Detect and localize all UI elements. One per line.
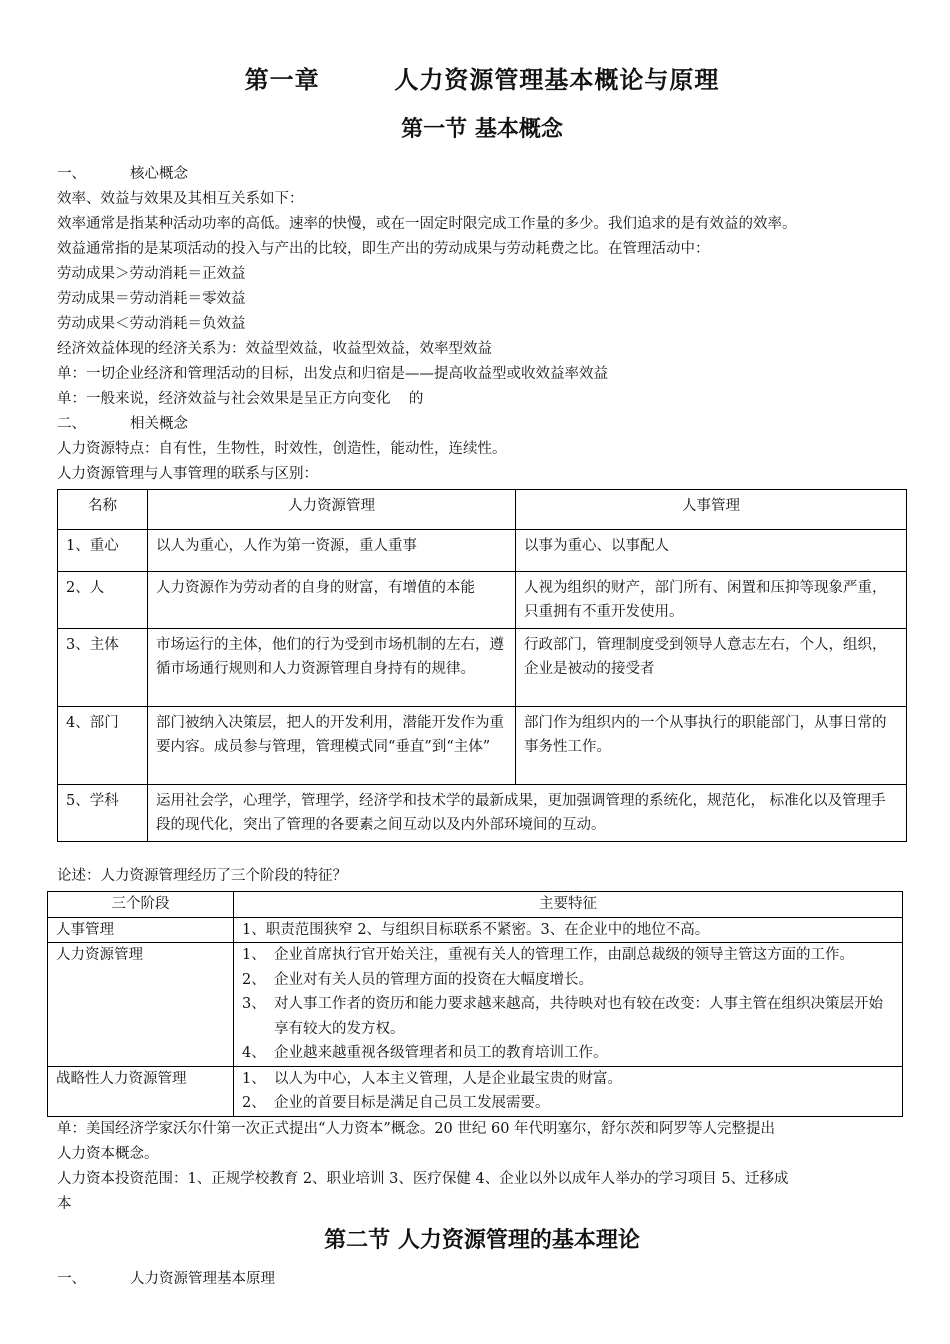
part1-heading-text: 核心概念 [130,166,188,182]
part1-heading-num: 一、 [57,166,86,182]
table-row [58,572,907,629]
table-cell-features: 1、职责范围狭窄 2、与组织目标联系不紧密。3、在企业中的地位不高。 [234,917,903,943]
table-cell-stage: 人事管理 [48,917,234,943]
table-cell-name: 3、主体 [58,629,148,707]
document-page [57,0,907,1292]
list-item [242,992,894,1041]
table-header-cell: 三个阶段 [48,892,234,918]
table-cell-hrm: 人力资源作为劳动者的自身的财富，有增值的本能 [148,572,516,629]
paragraph-line: 人力资本概念。 [57,1145,159,1162]
paragraph-line: 效益通常指的是某项活动的投入与产出的比较，即生产出的劳动成果与劳动耗费之比。在管理活动中： [57,241,710,257]
part3-heading-num: 一、 [57,1270,86,1287]
table-cell-stage: 人力资源管理 [48,943,234,1067]
table-cell-pm: 以事为重心、以事配人 [516,530,907,572]
list-item-text: 对人事工作者的资历和能力要求越来越高，共待映对也有较在改变：人事主管在组织决策层开始享有较大的发方权。 [274,996,883,1037]
list-item [242,943,894,968]
list-item-text: 企业首席执行官开始关注，重视有关人的管理工作，由副总裁级的领导主管这方面的工作。 [274,947,854,963]
table-cell-merged: 运用社会学，心理学，管理学，经济学和技术学的最新成果，更加强调管理的系统化，规范化， 标准化以及管理手段的现代化，突出了管理的各要素之间互动以及内外部环境间的互动。 [148,785,907,842]
table-header-cell: 主要特征 [234,892,903,918]
paragraph-line: 单：一切企业经济和管理活动的目标，出发点和归宿是——提高收益型或收效益率效益 [57,366,608,382]
chapter-title: 第一章 人力资源管理基本概论与原理 [244,65,720,94]
part1-heading [57,162,907,187]
part2-heading-text: 相关概念 [130,416,188,432]
part2-heading-num: 二、 [57,416,86,432]
paragraph-line: 劳动成果＜劳动消耗＝负效益 [57,316,246,332]
list-item [242,1091,894,1116]
section-title-1: 第一节 基本概念 [401,116,563,142]
table-row [48,1066,903,1116]
paragraph-line: 本 [57,1195,72,1212]
table-row [58,785,907,842]
list-item-text: 企业的首要目标是满足自己员工发展需要。 [274,1095,550,1111]
comparison-table [57,489,907,842]
list-item-num: 4、 [242,1045,266,1061]
paragraph-line: 人力资本投资范围：1、正规学校教育 2、职业培训 3、医疗保健 4、企业以外以成年人举办的学习项目 5、迁移成 [57,1170,789,1187]
table-cell-hrm: 市场运行的主体，他们的行为受到市场机制的左右，遵循市场通行规则和人力资源管理自身持有的规律。 [148,629,516,707]
paragraph-line: 人力资源管理与人事管理的联系与区别： [57,466,318,482]
table-cell-hrm: 以人为重心，人作为第一资源，重人重事 [148,530,516,572]
table-cell-pm: 人视为组织的财产，部门所有、闲置和压抑等现象严重，只重拥有不重开发使用。 [516,572,907,629]
list-item-text: 企业越来越重视各级管理者和员工的教育培训工作。 [274,1045,608,1061]
list-item-text: 以人为中心，人本主义管理，人是企业最宝贵的财富。 [274,1070,622,1087]
paragraph-line: 人力资源特点：自有性，生物性，时效性，创造性，能动性，连续性。 [57,441,507,457]
table-row [48,943,903,1067]
paragraph-line: 单：一般来说，经济效益与社会效果是呈正方向变化 的 [57,391,424,407]
paragraph-line: 效率、效益与效果及其相互关系如下： [57,191,304,207]
table-cell-name: 5、学科 [58,785,148,842]
paragraph-line: 效率通常是指某种活动功率的高低。速率的快慢，或在一固定时限完成工作量的多少。我们追求的是有效益的效率。 [57,216,797,232]
table-header-cell: 人力资源管理 [148,490,516,530]
table-cell-stage: 战略性人力资源管理 [48,1066,234,1116]
part3-heading-text: 人力资源管理基本原理 [130,1270,275,1287]
list-item-text: 企业对有关人员的管理方面的投资在大幅度增长。 [274,971,593,988]
stages-table [47,891,903,1117]
table-header-row [58,490,907,530]
table-header-row [48,892,903,918]
list-item-num: 2、 [242,971,266,988]
list-item [242,968,894,993]
paragraph-line: 单：美国经济学家沃尔什第一次正式提出“人力资本”概念。20 世纪 60 年代明塞尔，舒尔茨和阿罗等人完整提出 [57,1120,776,1137]
part2-heading [57,412,907,437]
feature-list [242,943,894,1066]
list-item-num: 2、 [242,1095,266,1111]
table-cell-features [234,943,903,1067]
table-row [58,707,907,785]
part3-heading [57,1267,907,1292]
paragraph-line: 经济效益体现的经济关系为：效益型效益，收益型效益，效率型效益 [57,341,492,357]
list-item-num: 3、 [242,996,266,1012]
table-header-cell: 人事管理 [516,490,907,530]
section-title-2: 第二节 人力资源管理的基本理论 [324,1226,640,1253]
discussion-question: 论述：人力资源管理经历了三个阶段的特征？ [57,868,347,884]
table-cell-name: 4、部门 [58,707,148,785]
table-row [58,629,907,707]
list-item-num: 1、 [242,1070,266,1087]
table-row [58,530,907,572]
table-row [48,917,903,943]
list-item [242,1067,894,1092]
table-cell-name: 2、人 [58,572,148,629]
table-cell-name: 1、重心 [58,530,148,572]
paragraph-line: 劳动成果＞劳动消耗＝正效益 [57,266,246,282]
paragraph-line: 劳动成果＝劳动消耗＝零效益 [57,291,246,307]
table-cell-hrm: 部门被纳入决策层，把人的开发利用，潜能开发作为重要内容。成员参与管理，管理模式同“垂直”到“主体” [148,707,516,785]
table-header-cell: 名称 [58,490,148,530]
table-cell-features [234,1066,903,1116]
feature-list [242,1067,894,1116]
list-item [242,1041,894,1066]
table-cell-pm: 部门作为组织内的一个从事执行的职能部门，从事日常的事务性工作。 [516,707,907,785]
table-cell-pm: 行政部门，管理制度受到领导人意志左右，个人，组织，企业是被动的接受者 [516,629,907,707]
list-item-num: 1、 [242,947,266,963]
